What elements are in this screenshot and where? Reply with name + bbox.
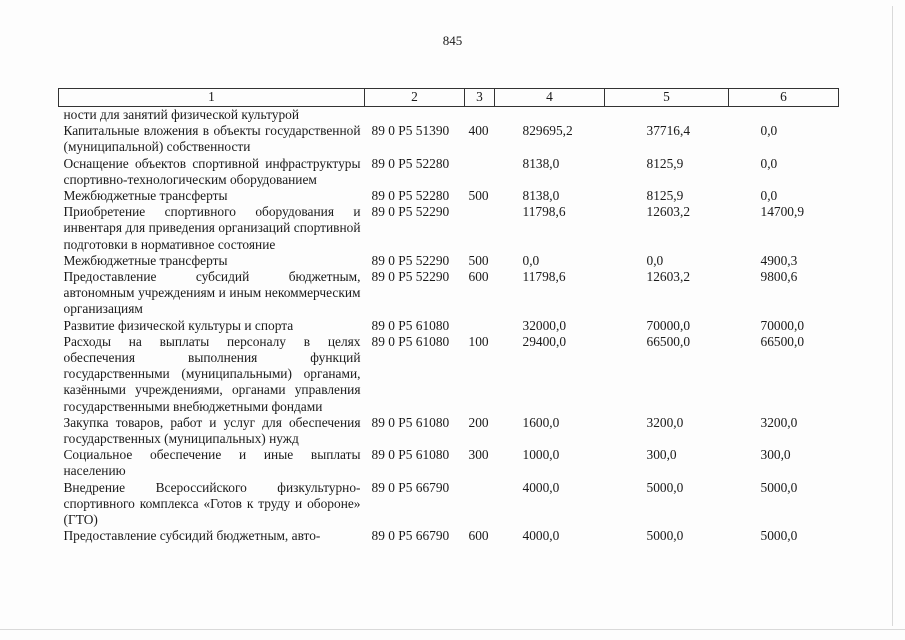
amount-col5: 0,0 [646, 252, 664, 268]
amount-col4: 4000,0 [522, 528, 560, 544]
amount-col6: 66500,0 [760, 333, 805, 349]
amount-col5: 5000,0 [646, 479, 684, 495]
expense-name: Приобретение спортивного оборудования и инвентаря для приведения организаций спортивной подготовки в нормативное состояние [63, 204, 361, 252]
amount-col5: 12603,2 [646, 204, 691, 220]
amount-col6: 0,0 [760, 155, 778, 171]
amount-col6: 9800,6 [760, 269, 798, 285]
table-row [59, 253, 839, 269]
amount-col4: 4000,0 [522, 479, 560, 495]
table-row [59, 156, 839, 188]
table-row [59, 318, 839, 334]
amount-col5: 5000,0 [646, 528, 684, 544]
amount-col6 [729, 107, 839, 124]
table-row [59, 188, 839, 204]
expense-name: Предоставление субсидий бюджетным, автономным учреждениям и иным некоммерческим организациям [63, 269, 361, 317]
expense-kind-code: 500 [468, 188, 489, 204]
expense-kind-code: 200 [468, 414, 489, 430]
column-header: 2 [365, 89, 465, 107]
expense-kind-code: 500 [468, 252, 489, 268]
page-edge-bottom [0, 629, 905, 630]
expense-name: Межбюджетные трансферты [63, 252, 228, 268]
amount-col6: 70000,0 [760, 317, 805, 333]
amount-col5: 300,0 [646, 447, 677, 463]
expense-name: Оснащение объектов спортивной инфраструктуры спортивно-технологическим оборудованием [63, 155, 361, 187]
amount-col4: 8138,0 [522, 155, 560, 171]
expense-kind-code: 100 [468, 333, 489, 349]
page-number: 845 [442, 33, 463, 48]
amount-col5: 3200,0 [646, 414, 684, 430]
page-edge-right [892, 6, 893, 626]
target-article-code: 89 0 P5 52290 [371, 252, 450, 268]
table-body [59, 107, 839, 545]
amount-col6: 4900,3 [760, 252, 798, 268]
expense-name: Внедрение Всероссийского физкультурно-спортивного комплекса «Готов к труду и обороне» (ГТО) [63, 479, 361, 528]
target-article-code: 89 0 P5 52280 [371, 188, 450, 204]
amount-col6: 5000,0 [760, 528, 798, 544]
amount-col4: 0,0 [522, 252, 540, 268]
header-row [59, 89, 839, 107]
table-row [59, 415, 839, 447]
amount-col4 [495, 107, 605, 124]
amount-col4: 1600,0 [522, 414, 560, 430]
column-header: 5 [605, 89, 729, 107]
table-row [59, 480, 839, 529]
amount-col5: 70000,0 [646, 317, 691, 333]
column-header: 3 [465, 89, 495, 107]
expense-name: Социальное обеспечение и иные выплаты населению [63, 447, 361, 479]
expense-kind-code [465, 318, 495, 334]
expense-name: Развитие физической культуры и спорта [63, 317, 294, 333]
amount-col4: 8138,0 [522, 188, 560, 204]
target-article-code: 89 0 P5 52290 [371, 204, 450, 220]
target-article-code: 89 0 P5 52290 [371, 269, 450, 285]
target-article-code: 89 0 P5 66790 [371, 479, 450, 495]
target-article-code: 89 0 P5 61080 [371, 317, 450, 333]
amount-col6: 0,0 [760, 123, 778, 139]
table-row [59, 107, 839, 124]
target-article-code: 89 0 P5 51390 [371, 123, 450, 139]
table-row [59, 269, 839, 318]
column-header: 4 [495, 89, 605, 107]
amount-col4: 11798,6 [522, 269, 566, 285]
target-article-code: 89 0 P5 66790 [371, 528, 450, 544]
expense-kind-code [465, 480, 495, 529]
table-row [59, 204, 839, 253]
amount-col4: 829695,2 [522, 123, 573, 139]
target-article-code: 89 0 P5 61080 [371, 333, 450, 349]
table-row [59, 123, 839, 155]
budget-table [58, 88, 839, 544]
column-header: 1 [59, 89, 365, 107]
target-article-code [365, 107, 465, 124]
expense-name: Закупка товаров, работ и услуг для обеспечения государственных (муниципальных) нужд [63, 414, 361, 447]
amount-col6: 14700,9 [760, 204, 805, 220]
expense-name: Расходы на выплаты персоналу в целях обеспечения выполнения функций государственными (муниципальными) органами, казёнными учреждениями, органами управления государственными внебюджетными фондами [63, 333, 361, 414]
amount-col5: 12603,2 [646, 269, 691, 285]
target-article-code: 89 0 P5 61080 [371, 447, 450, 463]
expense-kind-code [465, 107, 495, 124]
expense-name: Предоставление субсидий бюджетным, авто- [63, 528, 321, 544]
amount-col4: 32000,0 [522, 317, 567, 333]
target-article-code: 89 0 P5 61080 [371, 414, 450, 430]
amount-col5: 37716,4 [646, 123, 691, 139]
expense-kind-code: 600 [468, 269, 489, 285]
table-row [59, 528, 839, 544]
expense-kind-code [465, 156, 495, 188]
amount-col6: 3200,0 [760, 414, 798, 430]
expense-name: Межбюджетные трансферты [63, 188, 228, 204]
amount-col5: 8125,9 [646, 155, 684, 171]
table-row [59, 447, 839, 479]
target-article-code: 89 0 P5 52280 [371, 155, 450, 171]
expense-kind-code: 300 [468, 447, 489, 463]
expense-name: Капитальные вложения в объекты государственной (муниципальной) собственности [63, 123, 361, 155]
amount-col5: 66500,0 [646, 333, 691, 349]
expense-kind-code: 600 [468, 528, 489, 544]
amount-col4: 29400,0 [522, 333, 567, 349]
table-header [59, 89, 839, 107]
table-row [59, 334, 839, 415]
amount-col6: 0,0 [760, 188, 778, 204]
amount-col5: 8125,9 [646, 188, 684, 204]
amount-col5 [605, 107, 729, 124]
expense-kind-code [465, 204, 495, 253]
amount-col6: 5000,0 [760, 479, 798, 495]
expense-name: ности для занятий физической культурой [63, 107, 300, 122]
amount-col4: 1000,0 [522, 447, 560, 463]
amount-col4: 11798,6 [522, 204, 566, 220]
column-header: 6 [729, 89, 839, 107]
expense-kind-code: 400 [468, 123, 489, 139]
amount-col6: 300,0 [760, 447, 791, 463]
